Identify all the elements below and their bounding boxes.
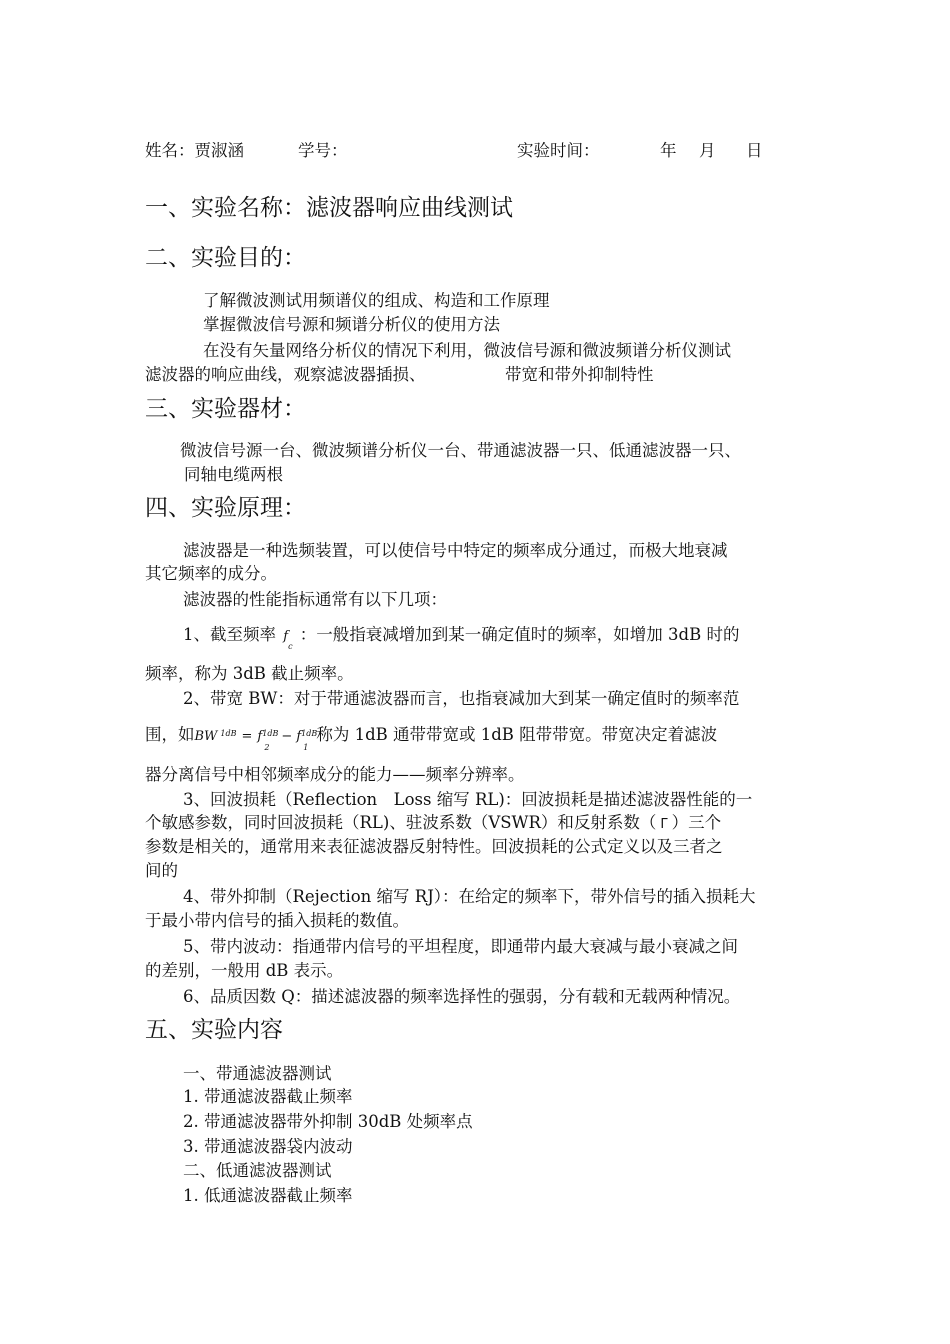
section-1-title: 一、实验名称：滤波器响应曲线测试 bbox=[145, 195, 513, 221]
content-item: 2. 带通滤波器带外抑制 30dB 处频率点 bbox=[183, 1112, 473, 1131]
objective-1: 了解微波测试用频谱仪的组成、构造和工作原理 bbox=[203, 291, 550, 310]
header-line bbox=[145, 140, 244, 162]
item-2-prefix: 围，如 bbox=[145, 725, 195, 744]
item-3-line-3: 参数是相关的，通常用来表征滤波器反射特性。回波损耗的公式定义以及三者之 bbox=[145, 837, 723, 856]
item-5-line-1: 5、带内波动：指通带内信号的平坦程度，即通带内最大衰减与最小衰减之间 bbox=[183, 937, 738, 956]
equals-sign: = bbox=[241, 729, 253, 744]
f1-superscript: 1dB bbox=[301, 729, 318, 738]
section-5-title: 五、实验内容 bbox=[145, 1017, 283, 1043]
date-day: 日 bbox=[746, 141, 763, 160]
item-3-text: 个敏感参数，同时回波损耗（RL)、驻波系数（VSWR）和反射系数（ bbox=[145, 813, 657, 832]
f1-symbol: f bbox=[296, 729, 302, 744]
objective-2: 掌握微波信号源和频谱分析仪的使用方法 bbox=[203, 315, 500, 334]
item-3-line-4: 间的 bbox=[145, 861, 178, 880]
date-label: 实验时间： bbox=[517, 141, 600, 160]
content-item: 1. 低通滤波器截止频率 bbox=[183, 1186, 353, 1205]
item-4-line-2: 于最小带内信号的插入损耗的数值。 bbox=[145, 911, 409, 930]
bw-subscript: 1dB bbox=[220, 729, 237, 738]
principle-intro-1: 滤波器是一种选频装置，可以使信号中特定的频率成分通过，而极大地衰减 bbox=[183, 541, 728, 560]
f1-subscript: 1 bbox=[303, 743, 309, 752]
content-item: 一、带通滤波器测试 bbox=[183, 1064, 332, 1083]
section-3-title: 三、实验器材： bbox=[145, 396, 306, 422]
cutoff-freq-symbol bbox=[283, 629, 293, 651]
principle-intro-2: 其它频率的成分。 bbox=[145, 564, 277, 583]
objective-3: 在没有矢量网络分析仪的情况下利用，微波信号源和微波频谱分析仪测试 bbox=[203, 341, 731, 360]
student-id-field: 学号： bbox=[298, 141, 348, 160]
item-1-line-1 bbox=[183, 624, 739, 649]
content-item: 二、低通滤波器测试 bbox=[183, 1161, 332, 1180]
c-subscript: c bbox=[288, 642, 293, 651]
section-4-title: 四、实验原理： bbox=[145, 495, 306, 521]
bw-formula bbox=[194, 729, 318, 752]
f2-superscript: 1dB bbox=[262, 729, 279, 738]
item-1-label: 1、截至频率 bbox=[183, 625, 276, 644]
content-item: 3. 带通滤波器袋内波动 bbox=[183, 1137, 353, 1156]
content-item: 1. 带通滤波器截止频率 bbox=[183, 1087, 353, 1106]
principle-intro-3: 滤波器的性能指标通常有以下几项： bbox=[183, 590, 447, 609]
objective-3-tail: 带宽和带外抑制特性 bbox=[505, 365, 654, 384]
section-2-title: 二、实验目的： bbox=[145, 245, 306, 271]
item-2-line-1: 2、带宽 BW：对于带通滤波器而言，也指衰减加大到某一确定值时的频率范 bbox=[183, 689, 740, 708]
f2-subscript: 2 bbox=[264, 743, 270, 752]
objective-3-cont: 滤波器的响应曲线，观察滤波器插损、 bbox=[145, 365, 426, 384]
item-2-text: 称为 1dB 通带带宽或 1dB 阻带带宽。带宽决定着滤波 bbox=[316, 725, 718, 744]
item-3-line-1: 3、回波损耗（Reflection Loss 缩写 RL)：回波损耗是描述滤波器性能的一 bbox=[183, 790, 753, 809]
equipment-line-2: 同轴电缆两根 bbox=[184, 465, 283, 484]
equipment-line-1: 微波信号源一台、微波频谱分析仪一台、带通滤波器一只、低通滤波器一只、 bbox=[180, 441, 741, 460]
date-month: 月 bbox=[699, 141, 716, 160]
item-1-text: ：一般指衰减增加到某一确定值时的频率，如增加 3dB 时的 bbox=[299, 625, 740, 644]
item-1-line-2: 频率，称为 3dB 截止频率。 bbox=[145, 664, 354, 683]
bw-symbol: BW bbox=[194, 729, 218, 744]
gamma-symbol: Γ bbox=[660, 817, 668, 832]
name-field: 姓名：贾淑涵 bbox=[145, 141, 244, 160]
item-5-line-2: 的差别，一般用 dB 表示。 bbox=[145, 961, 344, 980]
f-symbol: f bbox=[283, 629, 289, 644]
item-2-line-3: 器分离信号中相邻频率成分的能力——频率分辨率。 bbox=[145, 765, 525, 784]
item-3-text-tail: ）三个 bbox=[671, 813, 722, 832]
date-year: 年 bbox=[660, 141, 677, 160]
item-3-line-2 bbox=[145, 812, 721, 836]
item-4-line-1: 4、带外抑制（Rejection 缩写 RJ）：在给定的频率下，带外信号的插入损耗大 bbox=[183, 887, 756, 906]
minus-sign: − bbox=[281, 729, 293, 744]
item-6-line-1: 6、品质因数 Q：描述滤波器的频率选择性的强弱，分有载和无载两种情况。 bbox=[183, 987, 741, 1006]
f2-symbol: f bbox=[257, 729, 263, 744]
item-2-line-2 bbox=[145, 724, 718, 752]
